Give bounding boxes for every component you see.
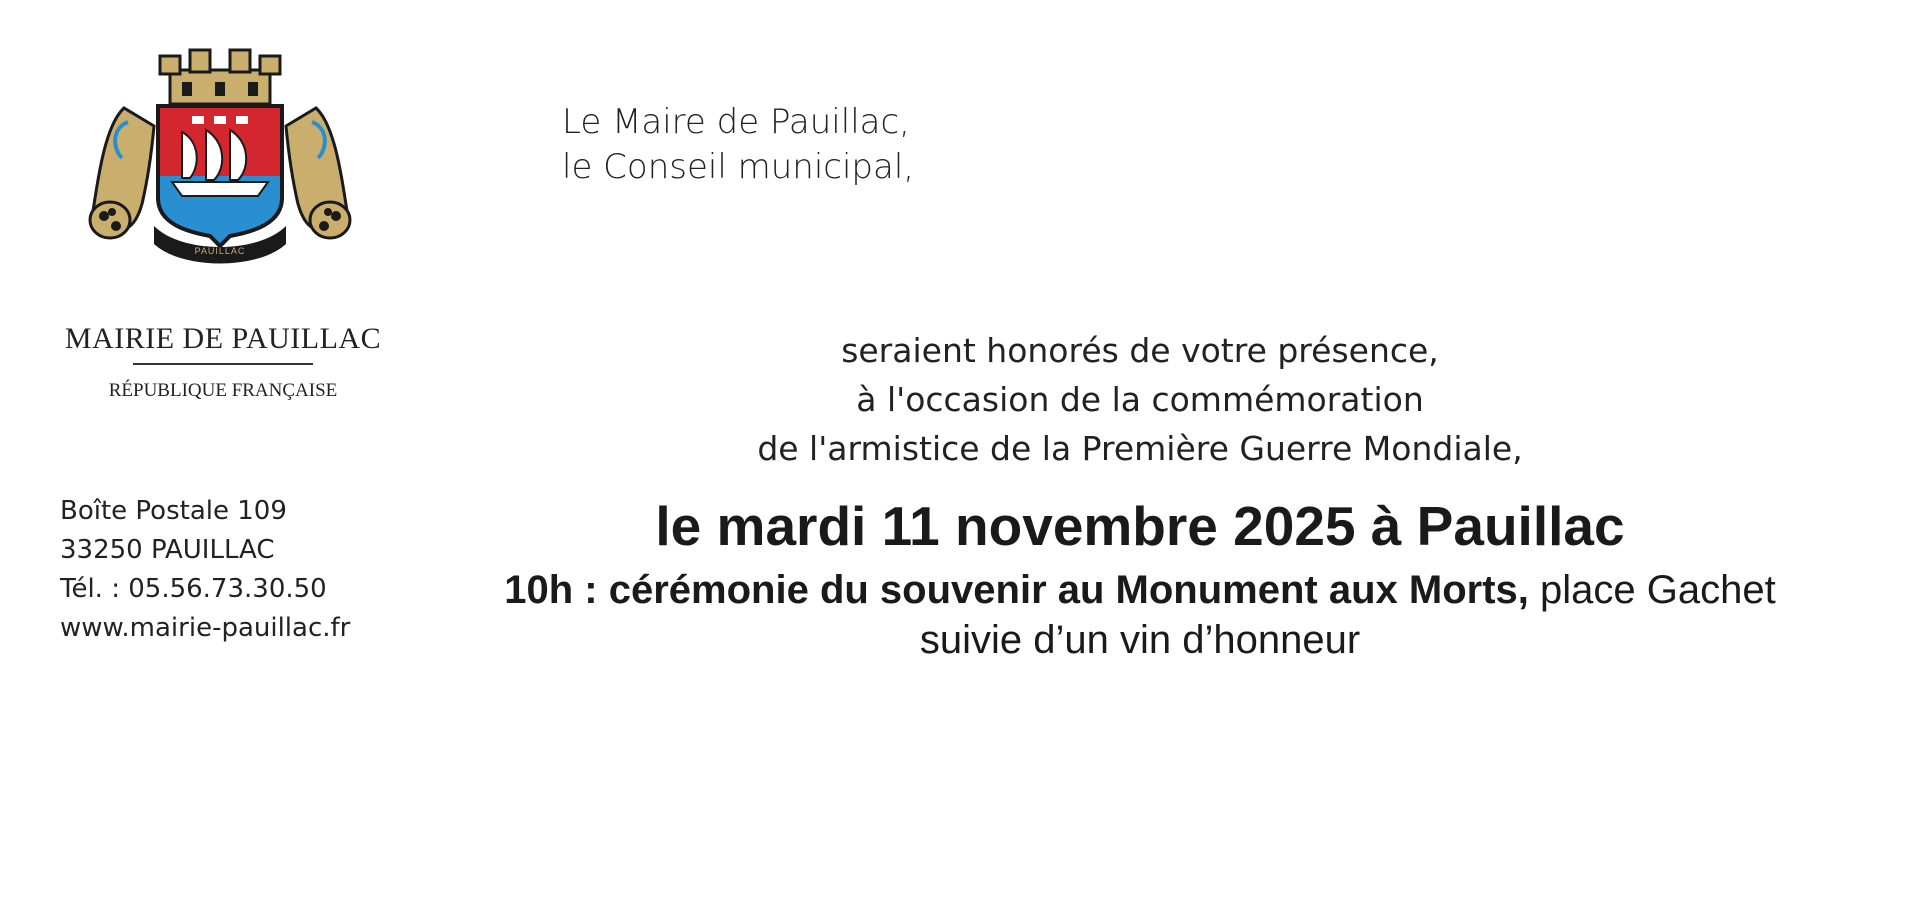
crest-banner: PAUILLAC [194,246,246,256]
postcode-city: 33250 PAUILLAC [60,535,275,565]
website-link[interactable]: www.mairie-pauillac.fr [60,613,351,643]
invitation-line-2: à l'occasion de la commémoration [856,380,1424,419]
ceremony-place: place Gachet [1540,568,1776,612]
republique-label: RÉPUBLIQUE FRANÇAISE [108,380,338,401]
coat-of-arms-icon [82,48,358,280]
ceremony-line [440,568,1840,613]
invitation-block [700,326,1580,473]
contact-block [60,492,350,648]
sender-line-2: le Conseil municipal, [562,147,915,187]
invitation-line-1: seraient honorés de votre présence, [841,331,1439,370]
event-date: le mardi 11 novembre 2025 à Pauillac [655,495,1625,557]
ceremony-time-title: 10h : cérémonie du souvenir au Monument aux Morts, [504,568,1529,612]
sender-line-1: Le Maire de Pauillac, [562,102,910,142]
senders-block [562,100,914,190]
divider [133,363,313,365]
po-box: Boîte Postale 109 [60,496,287,526]
invitation-line-3: de l'armistice de la Première Guerre Mondiale, [757,429,1523,468]
reception-line: suivie d’un vin d’honneur [919,618,1361,662]
phone-number: Tél. : 05.56.73.30.50 [60,574,327,604]
mairie-name: MAIRIE DE PAUILLAC [64,322,382,355]
